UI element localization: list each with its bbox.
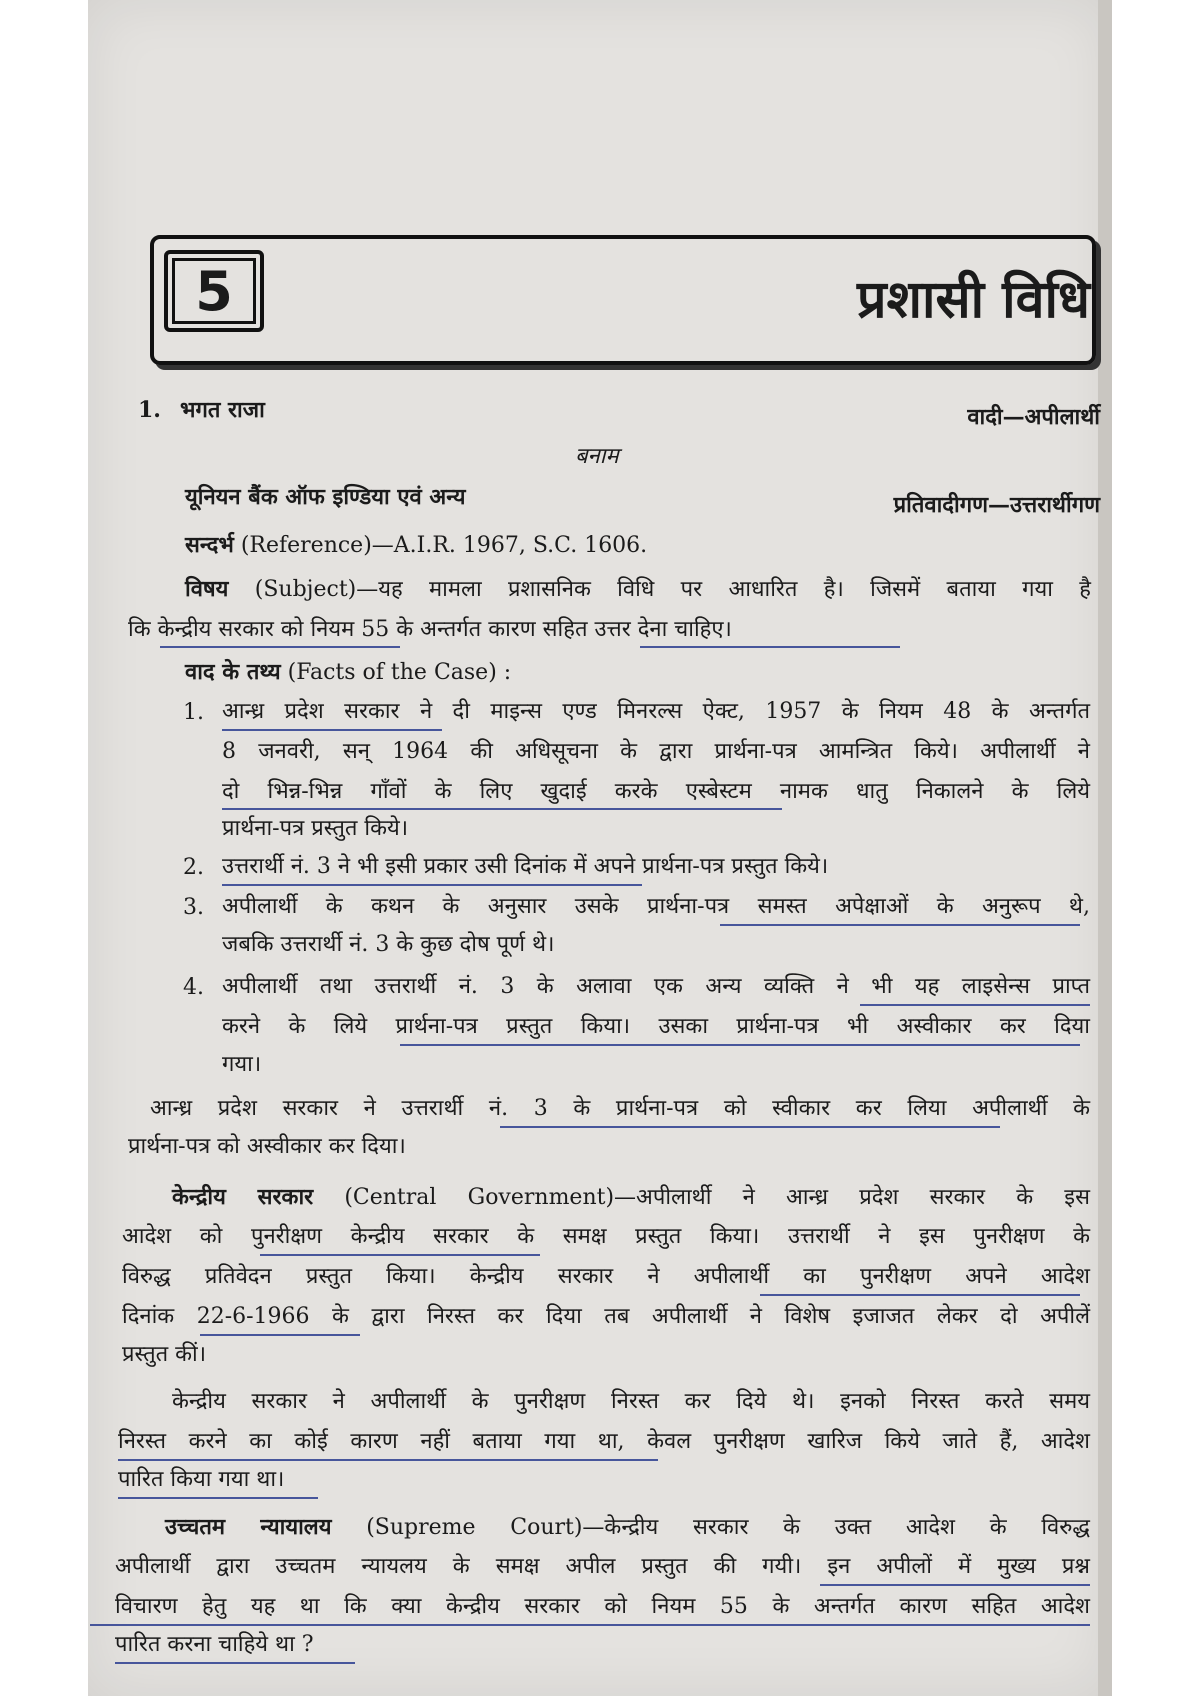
supreme-court-line-1 [165, 1510, 1090, 1545]
pen-underline [760, 1294, 1080, 1296]
pen-underline [400, 1044, 1080, 1046]
paragraph-line: अपीलार्थी द्वारा उच्चतम न्यायलय के समक्ष अपील प्रस्तुत की गयी। इन अपीलों में मुख्य प्रश्न [115, 1554, 1090, 1579]
reference-line [185, 528, 647, 563]
paragraph-line: प्रस्तुत कीं। [122, 1342, 207, 1367]
fact-line: करने के लिये प्रार्थना-पत्र प्रस्तुत किया। उसका प्रार्थना-पत्र भी अस्वीकार कर दिया [222, 1014, 1090, 1039]
fact-line: दो भिन्न-भिन्न गाँवों के लिए खुदाई करके एस्बेस्टम नामक धातु निकालने के लिये [222, 779, 1090, 804]
paragraph-line: विरुद्ध प्रतिवेदन प्रस्तुत किया। केन्द्रीय सरकार ने अपीलार्थी का पुनरीक्षण अपने आदेश [122, 1264, 1090, 1289]
pen-underline [222, 729, 442, 731]
paragraph-line: पारित करना चाहिये था ? [115, 1632, 314, 1657]
paragraph-line: आन्ध्र प्रदेश सरकार ने उत्तरार्थी नं. 3 के प्रार्थना-पत्र को स्वीकार कर लिया अपीलार्थी के [150, 1096, 1090, 1121]
paragraph-line: विचारण हेतु यह था कि क्या केन्द्रीय सरकार को नियम 55 के अन्तर्गत कारण सहित आदेश [115, 1594, 1090, 1619]
fact-line: प्रार्थना-पत्र प्रस्तुत किये। [222, 816, 409, 841]
facts-heading [185, 655, 511, 690]
fact-number: 3. [183, 895, 204, 920]
reference-text: (Reference)—A.I.R. 1967, S.C. 1606. [240, 533, 648, 558]
paragraph-line: आदेश को पुनरीक्षण केन्द्रीय सरकार के समक्ष प्रस्तुत किया। उत्तरार्थी ने इस पुनरीक्षण के [122, 1224, 1090, 1249]
respondent-role: प्रतिवादीगण—उत्तरार्थीगण [893, 492, 1100, 518]
central-govt-text: (Central Government)—अपीलार्थी ने आन्ध्र प्रदेश सरकार के इस [344, 1185, 1090, 1210]
supreme-court-text: (Supreme Court)—केन्द्रीय सरकार के उक्त आदेश के विरुद्ध [366, 1515, 1090, 1540]
central-govt-label: केन्द्रीय सरकार [172, 1184, 314, 1210]
paragraph-line: दिनांक 22-6-1966 के द्वारा निरस्त कर दिया तब अपीलार्थी ने विशेष इजाजत लेकर दो अपीलें [122, 1304, 1090, 1329]
fact-line: अपीलार्थी तथा उत्तरार्थी नं. 3 के अलावा एक अन्य व्यक्ति ने भी यह लाइसेन्स प्राप्त [222, 974, 1090, 999]
appellant-name: भगत राजा [180, 397, 265, 423]
fact-line: गया। [222, 1052, 262, 1077]
fact-line: अपीलार्थी के कथन के अनुसार उसके प्रार्थना-पत्र समस्त अपेक्षाओं के अनुरूप थे, [222, 894, 1090, 919]
pen-underline [500, 1126, 1000, 1128]
fact-number: 4. [183, 975, 204, 1000]
fact-line: आन्ध्र प्रदेश सरकार ने दी माइन्स एण्ड मिनरल्स ऐक्ट, 1957 के नियम 48 के अन्तर्गत [222, 699, 1090, 724]
pen-underline [820, 1584, 1090, 1586]
fact-number: 2. [183, 855, 204, 880]
pen-underline [118, 1459, 658, 1461]
fact-number: 1. [183, 700, 204, 725]
versus-label: बनाम [575, 444, 619, 469]
case-number: 1. [138, 397, 161, 423]
subject-line-1 [185, 572, 1091, 607]
pen-underline [260, 1254, 540, 1256]
chapter-title: प्रशासी विधि [857, 270, 1090, 330]
fact-line: उत्तरार्थी नं. 3 ने भी इसी प्रकार उसी दिनांक में अपने प्रार्थना-पत्र प्रस्तुत किये। [222, 854, 829, 879]
pen-underline [222, 808, 782, 810]
paragraph-line: निरस्त करने का कोई कारण नहीं बताया गया था, केवल पुनरीक्षण खारिज किये जाते हैं, आदेश [118, 1429, 1090, 1454]
paragraph-line: पारित किया गया था। [118, 1467, 285, 1492]
supreme-court-label: उच्चतम न्यायालय [165, 1514, 332, 1540]
facts-label: वाद के तथ्य [185, 659, 281, 685]
subject-line-2: कि केन्द्रीय सरकार को नियम 55 के अन्तर्गत कारण सहित उत्तर देना चाहिए। [128, 617, 732, 642]
chapter-number: 5 [164, 250, 264, 332]
page-edge [1098, 0, 1112, 1696]
pen-underline [222, 884, 642, 886]
facts-label-en: (Facts of the Case) : [287, 660, 512, 685]
pen-underline [90, 1624, 1090, 1626]
fact-line: 8 जनवरी, सन् 1964 की अधिसूचना के द्वारा प्रार्थना-पत्र आमन्त्रित किये। अपीलार्थी ने [222, 739, 1090, 764]
pen-underline [640, 646, 900, 648]
respondent-name: यूनियन बैंक ऑफ इण्डिया एवं अन्य [185, 484, 466, 510]
pen-underline [200, 1334, 360, 1336]
paragraph-line: प्रार्थना-पत्र को अस्वीकार कर दिया। [128, 1134, 406, 1159]
pen-underline [118, 1497, 318, 1499]
pen-underline [115, 1662, 355, 1664]
subject-text: (Subject)—यह मामला प्रशासनिक विधि पर आधारित है। जिसमें बताया गया है [254, 577, 1091, 602]
fact-line: जबकि उत्तरार्थी नं. 3 के कुछ दोष पूर्ण थे। [222, 932, 555, 957]
pen-underline [160, 646, 400, 648]
paragraph-line: केन्द्रीय सरकार ने अपीलार्थी के पुनरीक्षण निरस्त कर दिये थे। इनको निरस्त करते समय [172, 1389, 1090, 1414]
subject-label: विषय [185, 576, 229, 602]
reference-label: सन्दर्भ [185, 532, 234, 558]
central-govt-line-1 [172, 1180, 1090, 1215]
pen-underline [860, 1004, 1090, 1006]
pen-underline [720, 924, 1080, 926]
appellant-role: वादी—अपीलार्थी [967, 404, 1100, 430]
